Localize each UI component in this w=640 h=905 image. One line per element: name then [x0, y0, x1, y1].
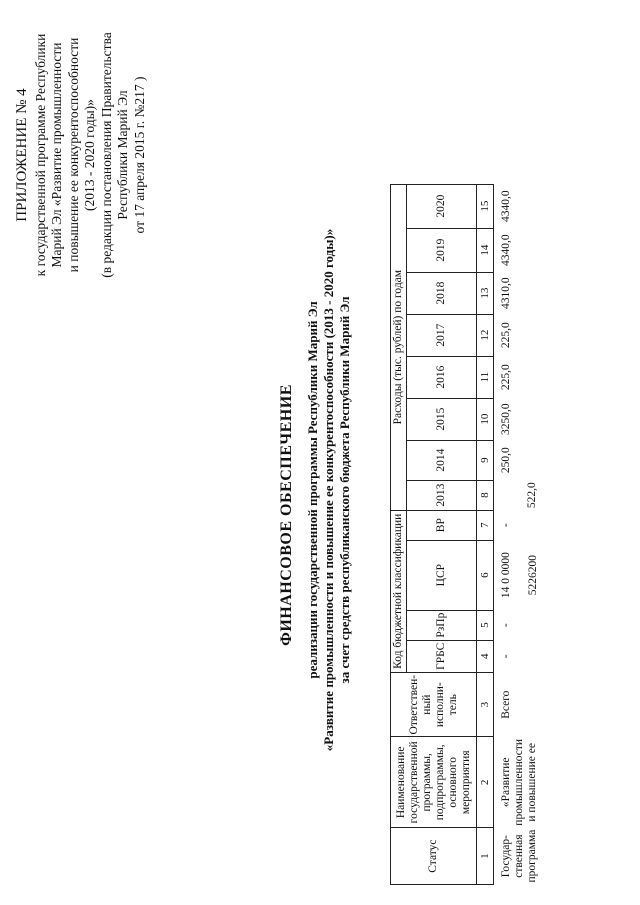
document-subtitle [305, 130, 353, 850]
column-number: 7 [477, 510, 494, 540]
column-number: 1 [477, 828, 494, 885]
appendix-line: и повышение ее конкурентоспособности [65, 37, 81, 273]
appendix-line: от 17 апреля 2015 г. №217 ) [131, 76, 147, 234]
row-csr-main: 14 0 0000 [500, 552, 512, 599]
column-number: 15 [477, 184, 494, 228]
header-year: 2015 [407, 398, 477, 440]
row-vr-extra: 522,0 [526, 482, 538, 509]
header-budget-code: Код бюджетной классификации [391, 510, 407, 672]
column-number: 9 [477, 440, 494, 480]
column-number: 6 [477, 540, 494, 610]
row-value: 250,0 [500, 447, 512, 474]
row-value: 225,0 [500, 322, 512, 349]
column-number: 12 [477, 314, 494, 356]
appendix-line: (в редакции постановления Правительства [98, 32, 114, 278]
appendix-line: (2013 - 2020 годы)» [82, 99, 97, 211]
header-expenses: Расходы (тыс. рублей) по годам [391, 184, 407, 510]
header-vr: ВР [407, 510, 477, 540]
row-grbs: - [500, 654, 512, 659]
column-number: 3 [477, 672, 494, 737]
row-value: 4340,0 [500, 190, 512, 222]
row-csr [494, 540, 542, 610]
header-rzpr: РзПр [407, 610, 477, 640]
row-value [494, 480, 542, 510]
financing-table [390, 184, 541, 885]
header-year: 2014 [407, 440, 477, 480]
header-year: 2013 [407, 480, 477, 510]
row-executor: Всего [500, 690, 512, 719]
row-rzpr: - [500, 623, 512, 628]
column-number: 13 [477, 272, 494, 314]
header-grbs: ГРБС [407, 640, 477, 672]
row-value: 225,0 [500, 364, 512, 391]
row-csr-extra: 5226200 [527, 555, 539, 596]
table-row [494, 184, 542, 884]
header-name: Наименование государственной программы, подпрограммы, основного мероприятия [391, 737, 477, 828]
column-number: 10 [477, 398, 494, 440]
subtitle-line: реализации государственной программы Республики Марий Эл [305, 301, 320, 679]
header-status: Статус [391, 828, 477, 885]
row-status: Государ-ственная программа [500, 829, 538, 883]
header-year: 2016 [407, 356, 477, 398]
header-year: 2020 [407, 184, 477, 228]
header-year: 2017 [407, 314, 477, 356]
header-executor: Ответствен-ный исполни-тель [391, 672, 477, 737]
appendix-line: к государственной программе Республики [32, 33, 48, 277]
column-number-row [477, 184, 494, 884]
row-value: 4340,0 [500, 234, 512, 266]
subtitle-line: «Развитие промышленности и повышение ее конкурентоспособности (2013 - 2020 годы)» [321, 228, 336, 752]
column-number: 5 [477, 610, 494, 640]
column-number: 11 [477, 356, 494, 398]
header-year: 2019 [407, 228, 477, 272]
document-title: ФИНАНСОВОЕ ОБЕСПЕЧЕНИЕ [278, 384, 295, 646]
row-vr: - [500, 523, 512, 528]
column-number: 4 [477, 640, 494, 672]
row-value: 4310,0 [500, 277, 512, 309]
header-csr: ЦСР [407, 540, 477, 610]
row-value: 3250,0 [500, 403, 512, 435]
appendix-title: ПРИЛОЖЕНИЕ № 4 [14, 88, 30, 222]
column-number: 8 [477, 480, 494, 510]
appendix-line: Марий Эл «Развитие промышленности [49, 42, 64, 268]
column-number: 14 [477, 228, 494, 272]
row-name: «Развитие промышленности и повышение ее [500, 738, 538, 826]
subtitle-line: за счет средств республиканского бюджета Республики Марий Эл [337, 296, 352, 684]
appendix-block [14, 5, 148, 305]
header-year: 2018 [407, 272, 477, 314]
appendix-line: Республики Марий Эл [115, 90, 130, 220]
column-number: 2 [477, 737, 494, 828]
